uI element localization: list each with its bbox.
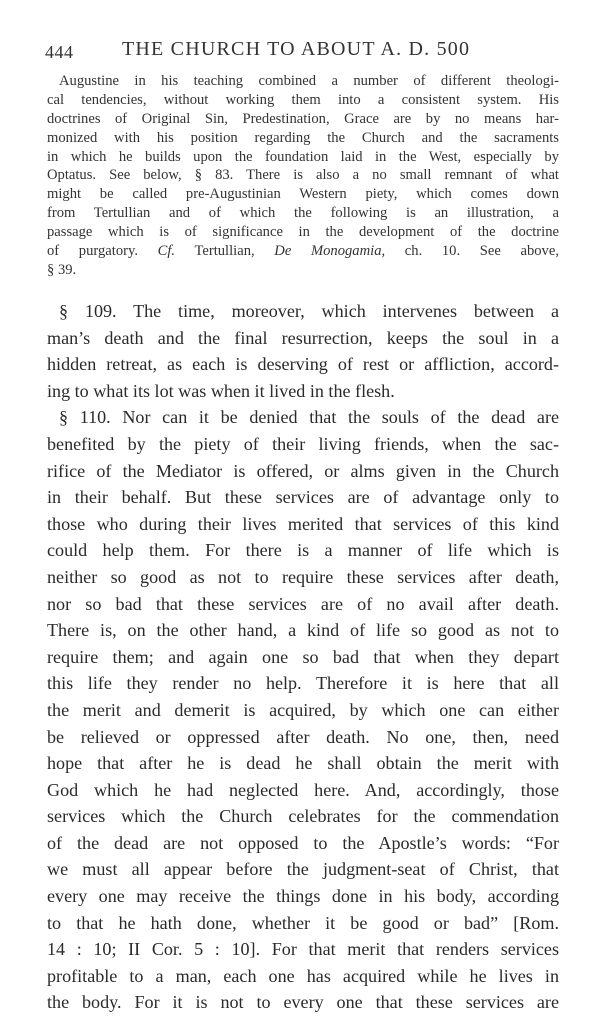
section-109 [47,298,559,404]
section-110-line: profitable to a man, each one has acquired while he lives in [47,965,559,986]
citation-reference: , ch. 10. See above, [381,243,559,260]
intro-line: Optatus. See below, § 83. There is also a no small remnant of what [47,167,559,184]
section-110 [47,404,559,1016]
intro-line: monized with his position regarding the Church and the sacraments [47,129,559,146]
intro-line: § 39. [47,261,77,278]
section-110-line: this life they render no help. Therefore it is here that all [47,673,559,694]
section-110-line: require them; and again one so bad that when they depart [47,646,559,667]
section-110-line: 14 : 10; II Cor. 5 : 10]. For that merit that renders services [47,939,559,960]
section-110-line: hope that after he is dead he shall obtain the merit with [47,753,559,774]
running-head [45,38,565,68]
section-110-line: rifice of the Mediator is offered, or alms given in the Church [47,460,559,481]
intro-line: from Tertullian and of which the following is an illustration, a [47,205,559,222]
section-110-line: be relieved or oppressed after death. No one, then, need [47,726,559,747]
section-110-line: benefited by the piety of their living friends, when the sac- [47,433,559,454]
section-110-line: every one may receive the things done in his body, according [47,886,559,907]
introductory-note [47,72,559,280]
intro-line: in which he builds upon the foundation laid in the West, especially by [47,148,559,165]
intro-line: cal tendencies, without working them into a consistent system. His [47,91,559,108]
section-109-line: hidden retreat, as each is deserving of rest or affliction, accord- [47,354,559,375]
section-110-line: of the dead are not opposed to the Apostle’s words: “For [47,832,559,853]
page-number: 444 [45,42,74,62]
section-110-line: to that he hath done, whether it be good or bad” [Rom. [47,912,559,933]
section-109-line: § 109. The time, moreover, which intervenes between a [59,301,559,321]
section-110-line: the body. For it is not to every one that these services are [47,992,559,1013]
main-text [47,298,559,1016]
section-110-line: nor so bad that these services are of no avail after death. [47,593,559,614]
section-110-line: those who during their lives merited that services of this kind [47,513,559,534]
cf-abbreviation: Cf. [157,243,176,260]
section-110-line: in their behalf. But these services are of advantage only to [47,487,559,508]
intro-line: Augustine in his teaching combined a number of different theologi- [59,73,559,89]
intro-line-citation [47,242,559,261]
section-110-line: There is, on the other hand, a kind of life so good as not to [47,620,559,641]
section-110-line: could help them. For there is a manner of life which is [47,540,559,561]
running-title: THE CHURCH TO ABOUT A. D. 500 [122,38,471,60]
work-title: De Monogamia [274,243,382,260]
section-110-line: the merit and demerit is acquired, by which one can either [47,699,559,720]
section-110-line: God which he had neglected here. And, accordingly, those [47,779,559,800]
section-110-line: § 110. Nor can it be denied that the souls of the dead are [59,407,559,428]
section-110-line: we must all appear before the judgment-seat of Christ, that [47,859,559,880]
citation-text: of purgatory. [47,243,158,260]
section-109-line: ing to what its lot was when it lived in the flesh. [47,380,395,401]
citation-author: Tertullian, [175,243,275,260]
section-110-line: services which the Church celebrates for the commendation [47,806,559,827]
section-109-line: man’s death and the final resurrection, keeps the soul in a [47,327,559,348]
section-110-line: neither so good as not to require these services after death, [47,566,559,587]
intro-line: might be called pre-Augustinian Western piety, which comes down [47,186,559,203]
intro-line: doctrines of Original Sin, Predestination, Grace are by no means har- [47,110,559,127]
intro-line: passage which is of significance in the development of the doctrine [47,224,559,241]
